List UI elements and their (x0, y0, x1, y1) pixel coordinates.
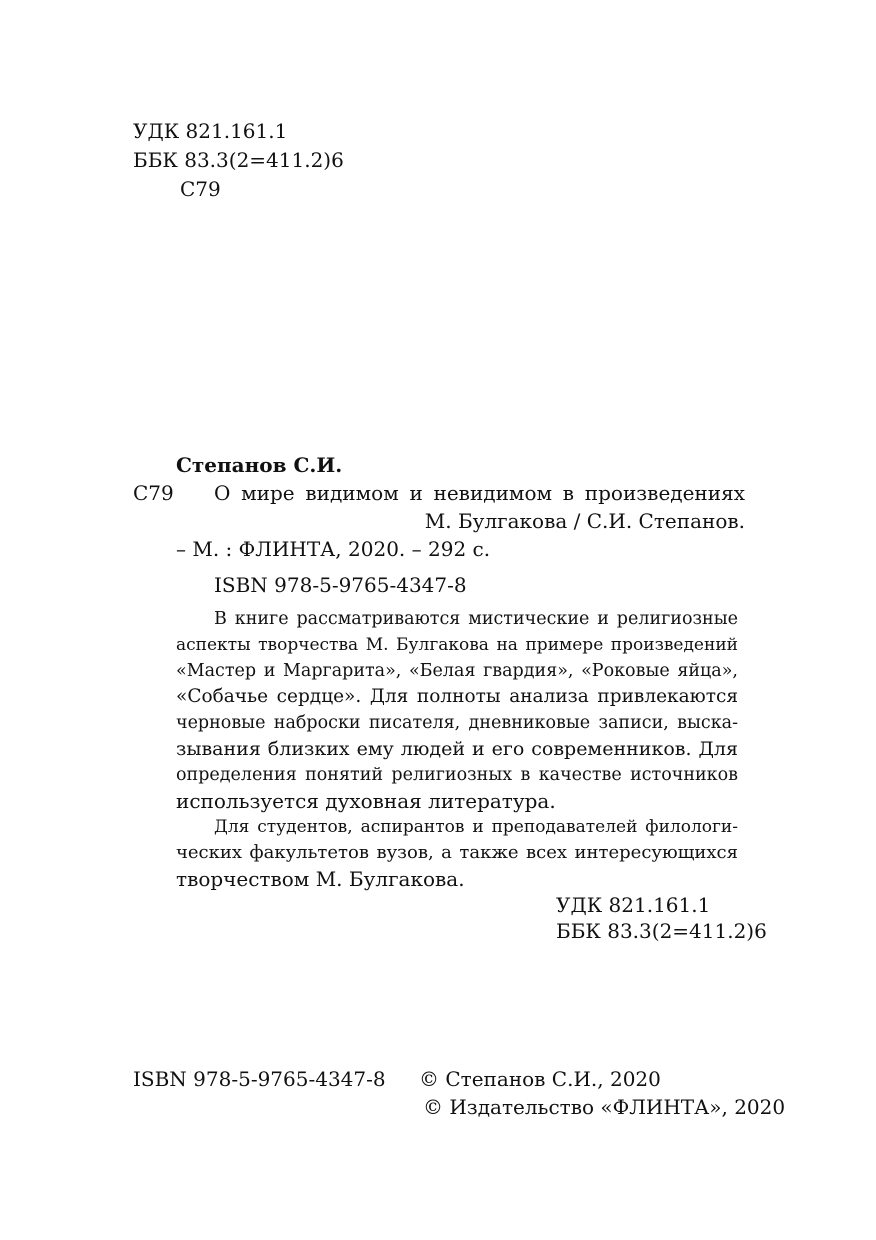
annotation-line: Для студентов, аспирантов и преподавателей филологи- (214, 817, 738, 837)
annotation-line: аспекты творчества М. Булгакова на примере произведений (176, 635, 738, 655)
entry-author-mark: С79 (133, 481, 174, 505)
footer-isbn: ISBN 978-5-9765-4347-8 (133, 1067, 386, 1091)
annotation-line: творчеством М. Булгакова. (176, 867, 465, 891)
bbk-code: ББК 83.3(2=411.2)6 (133, 148, 344, 172)
entry-author: Степанов С.И. (176, 453, 343, 477)
copyright-author: © Степанов С.И., 2020 (419, 1067, 661, 1091)
entry-imprint: – М. : ФЛИНТА, 2020. – 292 с. (176, 537, 491, 561)
annotation-line: «Собачье сердце». Для полноты анализа привлекаются (176, 686, 738, 707)
udk-code: УДК 821.161.1 (133, 119, 288, 143)
annotation-line: зывания близких ему людей и его современников. Для (176, 738, 738, 760)
annotation-line: используется духовная литература. (176, 789, 556, 813)
annotation-line: черновые наброски писателя, дневниковые записи, выска- (176, 713, 738, 733)
author-mark: С79 (180, 177, 221, 201)
entry-title-line-2: М. Булгакова / С.И. Степанов. (424, 509, 745, 533)
annotation-line: ческих факультетов вузов, а также всех интересующихся (176, 842, 738, 863)
entry-isbn: ISBN 978-5-9765-4347-8 (214, 573, 467, 597)
bottom-udk-code: УДК 821.161.1 (556, 893, 711, 917)
annotation-line: В книге рассматриваются мистические и религиозные (214, 609, 738, 629)
annotation-line: «Мастер и Маргарита», «Белая гвардия», «Роковые яйца», (176, 661, 738, 681)
entry-title-line-1: О мире видимом и невидимом в произведениях (214, 481, 745, 505)
copyright-publisher: © Издательство «ФЛИНТА», 2020 (423, 1095, 786, 1119)
bottom-bbk-code: ББК 83.3(2=411.2)6 (556, 919, 767, 943)
annotation-line: определения понятий религиозных в качестве источников (176, 765, 738, 785)
